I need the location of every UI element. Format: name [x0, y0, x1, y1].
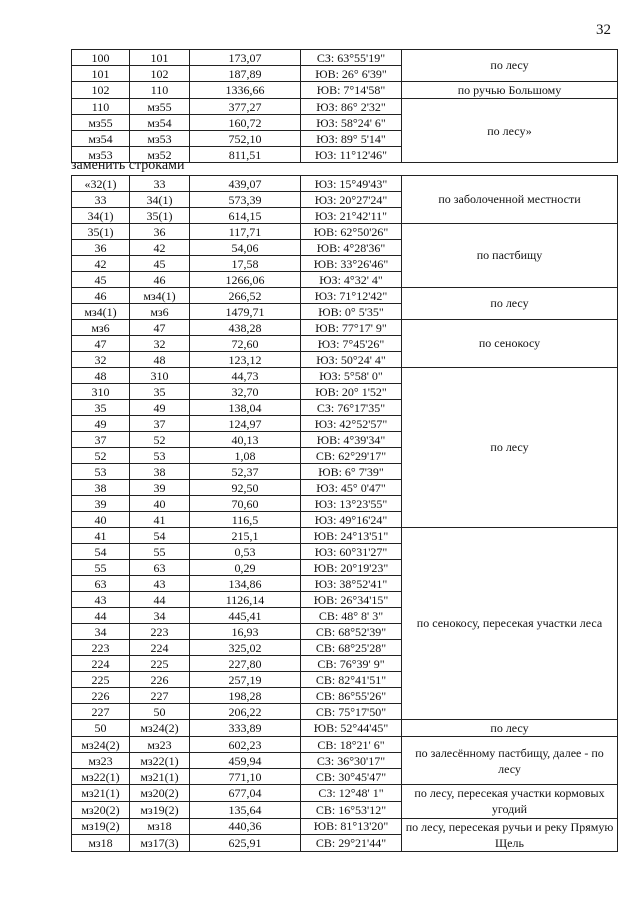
length-cell: 52,37 [190, 464, 301, 480]
point-from-cell: 46 [72, 288, 130, 304]
bearing-cell: ЮЗ: 45° 0'47" [301, 480, 402, 496]
length-cell: 1479,71 [190, 304, 301, 320]
length-cell: 0,29 [190, 560, 301, 576]
point-to-cell: 37 [130, 416, 190, 432]
length-cell: 614,15 [190, 208, 301, 224]
length-cell: 124,97 [190, 416, 301, 432]
boundary-table-original-body [72, 50, 618, 163]
table-row [72, 176, 618, 192]
table-row [72, 224, 618, 240]
point-from-cell: мз6 [72, 320, 130, 336]
length-cell: 215,1 [190, 528, 301, 544]
point-from-cell: 50 [72, 720, 130, 737]
point-to-cell: 227 [130, 688, 190, 704]
point-from-cell: мз24(2) [72, 737, 130, 753]
length-cell: 123,12 [190, 352, 301, 368]
length-cell: 438,28 [190, 320, 301, 336]
point-to-cell: 45 [130, 256, 190, 272]
point-to-cell: мз18 [130, 818, 190, 835]
bearing-cell: ЮЗ: 4°32' 4" [301, 272, 402, 288]
route-description-cell: по ручью Большому [402, 82, 618, 99]
point-from-cell: мз18 [72, 835, 130, 852]
point-from-cell: мз54 [72, 131, 130, 147]
length-cell: 134,86 [190, 576, 301, 592]
point-from-cell: 225 [72, 672, 130, 688]
bearing-cell: СВ: 30°45'47" [301, 769, 402, 785]
bearing-cell: СВ: 62°29'17" [301, 448, 402, 464]
bearing-cell: СВ: 29°21'44" [301, 835, 402, 852]
length-cell: 32,70 [190, 384, 301, 400]
bearing-cell: ЮЗ: 49°16'24" [301, 512, 402, 528]
point-to-cell: мз20(2) [130, 785, 190, 802]
point-from-cell: 32 [72, 352, 130, 368]
table-row [72, 737, 618, 753]
point-from-cell: 227 [72, 704, 130, 720]
point-from-cell: «32(1) [72, 176, 130, 192]
length-cell: 70,60 [190, 496, 301, 512]
bearing-cell: ЮВ: 6° 7'39" [301, 464, 402, 480]
point-to-cell: 41 [130, 512, 190, 528]
point-to-cell: 34(1) [130, 192, 190, 208]
bearing-cell: СЗ: 76°17'35" [301, 400, 402, 416]
point-to-cell: 223 [130, 624, 190, 640]
bearing-cell: СВ: 48° 8' 3" [301, 608, 402, 624]
bearing-cell: ЮЗ: 42°52'57" [301, 416, 402, 432]
point-from-cell: 39 [72, 496, 130, 512]
point-from-cell: мз19(2) [72, 818, 130, 835]
point-to-cell: 43 [130, 576, 190, 592]
point-from-cell: 53 [72, 464, 130, 480]
bearing-cell: ЮВ: 26° 6'39" [301, 66, 402, 82]
length-cell: 811,51 [190, 147, 301, 163]
point-from-cell: 34 [72, 624, 130, 640]
point-from-cell: 33 [72, 192, 130, 208]
point-from-cell: 52 [72, 448, 130, 464]
bearing-cell: СЗ: 36°30'17" [301, 753, 402, 769]
bearing-cell: СВ: 68°25'28" [301, 640, 402, 656]
point-to-cell: 32 [130, 336, 190, 352]
point-to-cell: 38 [130, 464, 190, 480]
point-from-cell: 36 [72, 240, 130, 256]
bearing-cell: ЮВ: 62°50'26" [301, 224, 402, 240]
length-cell: 44,73 [190, 368, 301, 384]
table-row [72, 320, 618, 336]
point-from-cell: 226 [72, 688, 130, 704]
bearing-cell: СЗ: 63°55'19" [301, 50, 402, 66]
length-cell: 16,93 [190, 624, 301, 640]
point-from-cell: 35(1) [72, 224, 130, 240]
route-description-cell: по сенокосу, пересекая участки леса [402, 528, 618, 720]
boundary-table-replacement [71, 175, 618, 852]
point-from-cell: 42 [72, 256, 130, 272]
bearing-cell: ЮЗ: 7°45'26" [301, 336, 402, 352]
point-to-cell: 53 [130, 448, 190, 464]
bearing-cell: ЮЗ: 13°23'55" [301, 496, 402, 512]
length-cell: 92,50 [190, 480, 301, 496]
table-row [72, 528, 618, 544]
point-from-cell: 41 [72, 528, 130, 544]
bearing-cell: ЮВ: 20°19'23" [301, 560, 402, 576]
route-description-cell: по лесу» [402, 99, 618, 163]
length-cell: 325,02 [190, 640, 301, 656]
bearing-cell: ЮЗ: 5°58' 0" [301, 368, 402, 384]
point-to-cell: мз21(1) [130, 769, 190, 785]
point-from-cell: 110 [72, 99, 130, 115]
point-from-cell: 100 [72, 50, 130, 66]
length-cell: 752,10 [190, 131, 301, 147]
route-description-cell: по заболоченной местности [402, 176, 618, 224]
point-to-cell: 34 [130, 608, 190, 624]
point-to-cell: 226 [130, 672, 190, 688]
bearing-cell: ЮЗ: 20°27'24" [301, 192, 402, 208]
length-cell: 602,23 [190, 737, 301, 753]
point-from-cell: 63 [72, 576, 130, 592]
point-to-cell: 310 [130, 368, 190, 384]
length-cell: 439,07 [190, 176, 301, 192]
length-cell: 173,07 [190, 50, 301, 66]
table-row [72, 818, 618, 835]
bearing-cell: ЮВ: 52°44'45" [301, 720, 402, 737]
length-cell: 573,39 [190, 192, 301, 208]
point-to-cell: 102 [130, 66, 190, 82]
point-to-cell: 35 [130, 384, 190, 400]
point-from-cell: мз21(1) [72, 785, 130, 802]
length-cell: 459,94 [190, 753, 301, 769]
point-to-cell: 63 [130, 560, 190, 576]
bearing-cell: ЮЗ: 50°24' 4" [301, 352, 402, 368]
point-from-cell: 54 [72, 544, 130, 560]
point-from-cell: 47 [72, 336, 130, 352]
point-to-cell: мз4(1) [130, 288, 190, 304]
point-from-cell: мз4(1) [72, 304, 130, 320]
bearing-cell: ЮЗ: 38°52'41" [301, 576, 402, 592]
bearing-cell: СВ: 75°17'50" [301, 704, 402, 720]
length-cell: 17,58 [190, 256, 301, 272]
route-description-cell: по сенокосу [402, 320, 618, 368]
point-to-cell: 55 [130, 544, 190, 560]
point-to-cell: 224 [130, 640, 190, 656]
length-cell: 206,22 [190, 704, 301, 720]
length-cell: 0,53 [190, 544, 301, 560]
point-to-cell: 47 [130, 320, 190, 336]
point-to-cell: 44 [130, 592, 190, 608]
length-cell: 440,36 [190, 818, 301, 835]
boundary-table-original [71, 49, 618, 163]
bearing-cell: СВ: 86°55'26" [301, 688, 402, 704]
point-to-cell: 49 [130, 400, 190, 416]
point-from-cell: мз20(2) [72, 801, 130, 818]
bearing-cell: ЮЗ: 15°49'43" [301, 176, 402, 192]
point-to-cell: 35(1) [130, 208, 190, 224]
point-from-cell: 224 [72, 656, 130, 672]
bearing-cell: ЮВ: 81°13'20" [301, 818, 402, 835]
length-cell: 333,89 [190, 720, 301, 737]
bearing-cell: ЮВ: 77°17' 9" [301, 320, 402, 336]
bearing-cell: СВ: 68°52'39" [301, 624, 402, 640]
point-to-cell: мз19(2) [130, 801, 190, 818]
length-cell: 40,13 [190, 432, 301, 448]
route-description-cell: по лесу, пересекая ручьи и реку Прямую Щель [402, 818, 618, 851]
point-from-cell: 223 [72, 640, 130, 656]
length-cell: 625,91 [190, 835, 301, 852]
point-to-cell: мз22(1) [130, 753, 190, 769]
bearing-cell: ЮВ: 26°34'15" [301, 592, 402, 608]
table-row [72, 368, 618, 384]
length-cell: 1336,66 [190, 82, 301, 99]
length-cell: 445,41 [190, 608, 301, 624]
bearing-cell: ЮЗ: 11°12'46" [301, 147, 402, 163]
point-to-cell: 39 [130, 480, 190, 496]
point-to-cell: мз6 [130, 304, 190, 320]
bearing-cell: ЮЗ: 86° 2'32" [301, 99, 402, 115]
bearing-cell: ЮВ: 7°14'58" [301, 82, 402, 99]
length-cell: 187,89 [190, 66, 301, 82]
boundary-table-replacement-body [72, 176, 618, 852]
bearing-cell: СВ: 16°53'12" [301, 801, 402, 818]
point-to-cell: мз54 [130, 115, 190, 131]
point-to-cell: мз23 [130, 737, 190, 753]
page-number: 32 [596, 22, 611, 38]
length-cell: 1266,06 [190, 272, 301, 288]
bearing-cell: ЮВ: 20° 1'52" [301, 384, 402, 400]
point-to-cell: 48 [130, 352, 190, 368]
bearing-cell: ЮЗ: 58°24' 6" [301, 115, 402, 131]
table-row [72, 99, 618, 115]
length-cell: 138,04 [190, 400, 301, 416]
point-to-cell: 40 [130, 496, 190, 512]
bearing-cell: ЮЗ: 21°42'11" [301, 208, 402, 224]
point-to-cell: мз24(2) [130, 720, 190, 737]
bearing-cell: ЮЗ: 71°12'42" [301, 288, 402, 304]
length-cell: 227,80 [190, 656, 301, 672]
point-from-cell: 101 [72, 66, 130, 82]
length-cell: 266,52 [190, 288, 301, 304]
point-from-cell: мз23 [72, 753, 130, 769]
table-row [72, 50, 618, 66]
table-row [72, 82, 618, 99]
length-cell: 1,08 [190, 448, 301, 464]
point-from-cell: 40 [72, 512, 130, 528]
table-row [72, 288, 618, 304]
point-from-cell: 35 [72, 400, 130, 416]
point-to-cell: 52 [130, 432, 190, 448]
point-from-cell: 37 [72, 432, 130, 448]
point-to-cell: мз53 [130, 131, 190, 147]
length-cell: 54,06 [190, 240, 301, 256]
bearing-cell: ЮВ: 33°26'46" [301, 256, 402, 272]
point-to-cell: 46 [130, 272, 190, 288]
point-from-cell: 48 [72, 368, 130, 384]
point-to-cell: 110 [130, 82, 190, 99]
length-cell: 377,27 [190, 99, 301, 115]
bearing-cell: СЗ: 12°48' 1" [301, 785, 402, 802]
length-cell: 135,64 [190, 801, 301, 818]
point-to-cell: 50 [130, 704, 190, 720]
route-description-cell: по лесу [402, 368, 618, 528]
length-cell: 117,71 [190, 224, 301, 240]
bearing-cell: ЮВ: 4°28'36" [301, 240, 402, 256]
point-from-cell: 45 [72, 272, 130, 288]
bearing-cell: СВ: 76°39' 9" [301, 656, 402, 672]
bearing-cell: СВ: 82°41'51" [301, 672, 402, 688]
point-from-cell: 38 [72, 480, 130, 496]
route-description-cell: по лесу [402, 288, 618, 320]
bearing-cell: ЮЗ: 89° 5'14" [301, 131, 402, 147]
route-description-cell: по залесённому пастбищу, далее - по лесу [402, 737, 618, 785]
length-cell: 1126,14 [190, 592, 301, 608]
route-description-cell: по лесу, пересекая участки кормовых угодий [402, 785, 618, 818]
point-from-cell: 55 [72, 560, 130, 576]
length-cell: 160,72 [190, 115, 301, 131]
point-to-cell: 36 [130, 224, 190, 240]
length-cell: 677,04 [190, 785, 301, 802]
bearing-cell: ЮЗ: 60°31'27" [301, 544, 402, 560]
route-description-cell: по лесу [402, 720, 618, 737]
point-from-cell: 34(1) [72, 208, 130, 224]
point-to-cell: 33 [130, 176, 190, 192]
point-to-cell: мз52 [130, 147, 190, 163]
replace-note: заменить строками [71, 158, 185, 173]
length-cell: 116,5 [190, 512, 301, 528]
point-from-cell: мз55 [72, 115, 130, 131]
length-cell: 771,10 [190, 769, 301, 785]
point-to-cell: мз55 [130, 99, 190, 115]
table-row [72, 720, 618, 737]
bearing-cell: ЮВ: 4°39'34" [301, 432, 402, 448]
point-to-cell: 101 [130, 50, 190, 66]
route-description-cell: по лесу [402, 50, 618, 82]
point-from-cell: мз53 [72, 147, 130, 163]
table-row [72, 785, 618, 802]
bearing-cell: ЮВ: 24°13'51" [301, 528, 402, 544]
point-from-cell: 102 [72, 82, 130, 99]
length-cell: 72,60 [190, 336, 301, 352]
point-from-cell: 310 [72, 384, 130, 400]
point-to-cell: 42 [130, 240, 190, 256]
point-from-cell: 49 [72, 416, 130, 432]
length-cell: 198,28 [190, 688, 301, 704]
point-to-cell: мз17(3) [130, 835, 190, 852]
point-from-cell: 44 [72, 608, 130, 624]
point-from-cell: 43 [72, 592, 130, 608]
point-to-cell: 225 [130, 656, 190, 672]
length-cell: 257,19 [190, 672, 301, 688]
route-description-cell: по пастбищу [402, 224, 618, 288]
point-to-cell: 54 [130, 528, 190, 544]
point-from-cell: мз22(1) [72, 769, 130, 785]
bearing-cell: СВ: 18°21' 6" [301, 737, 402, 753]
bearing-cell: ЮВ: 0° 5'35" [301, 304, 402, 320]
